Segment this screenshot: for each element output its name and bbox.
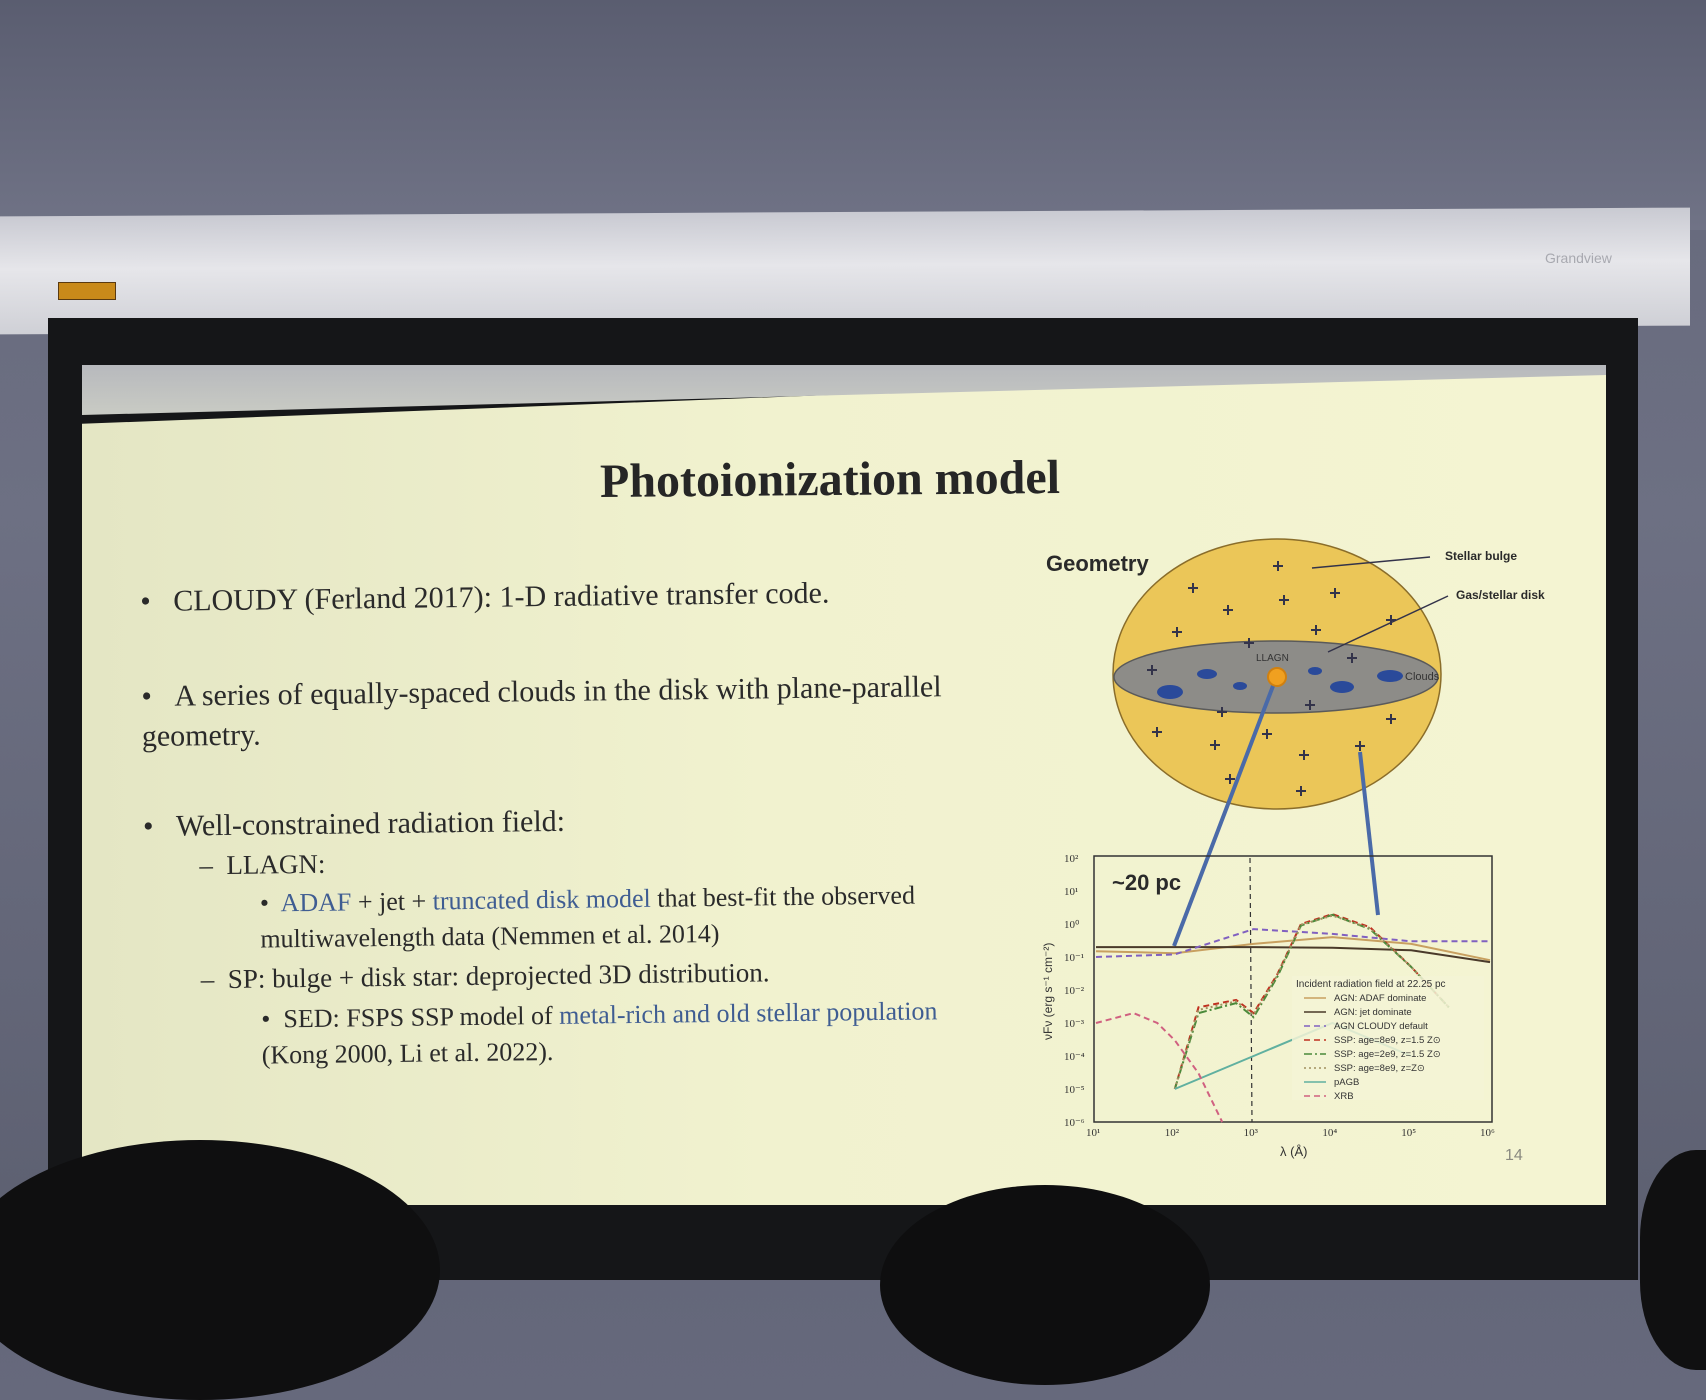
bullet-dot-icon: •: [141, 679, 153, 713]
sub-dot-icon: •: [261, 1004, 271, 1034]
legend-entry: AGN: jet dominate: [1334, 1007, 1412, 1018]
sed-post: (Kong 2000, Li et al. 2022).: [261, 1036, 554, 1070]
legend-entry: AGN: ADAF dominate: [1334, 993, 1427, 1004]
sub-bullet-llagn: – LLAGN:: [199, 848, 326, 881]
legend-entry: SSP: age=8e9, z=1.5 Z⊙: [1334, 1035, 1441, 1046]
stellar-population-highlight: metal-rich and old stellar population: [558, 996, 938, 1030]
clouds-label: Clouds: [1405, 671, 1440, 683]
sub-bullet-sp: – SP: bulge + disk star: deprojected 3D distribution.: [200, 957, 770, 995]
bullet-radiation-text: Well-constrained radiation field:: [175, 804, 566, 843]
y-tick-label: 10⁻²: [1064, 985, 1085, 997]
bullet-dot-icon: •: [140, 584, 151, 618]
scale-label: ~20 pc: [1112, 870, 1182, 895]
legend-entry: pAGB: [1334, 1077, 1360, 1088]
llagn-detail-rest: that best-fit the observed multiwavelength data (Nemmen et al. 2014): [260, 880, 916, 954]
x-tick-label: 10⁶: [1480, 1127, 1495, 1139]
y-tick-label: 10⁻³: [1064, 1018, 1085, 1030]
geometry-label: Geometry: [1046, 551, 1149, 576]
audience-head: [880, 1185, 1210, 1385]
sub-dot-icon: •: [259, 888, 270, 918]
y-tick-label: 10⁻¹: [1064, 952, 1085, 964]
x-axis-label: λ (Å): [1280, 1144, 1308, 1159]
y-axis-label: νFν (erg s⁻¹ cm⁻²): [1041, 942, 1055, 1040]
x-tick-label: 10³: [1243, 1127, 1258, 1139]
legend: [1292, 976, 1484, 1102]
x-tick-label: 10⁴: [1322, 1127, 1338, 1139]
series-line: [1096, 1013, 1222, 1122]
x-tick-label: 10⁵: [1401, 1127, 1417, 1139]
y-tick-label: 10⁰: [1064, 919, 1080, 931]
truncated-disk-highlight: truncated disk model: [432, 883, 651, 916]
stellar-bulge-label: Stellar bulge: [1445, 549, 1518, 563]
sp-label: SP: bulge + disk star: deprojected 3D distribution.: [227, 957, 770, 994]
legend-entry: SSP: age=2e9, z=1.5 Z⊙: [1334, 1049, 1441, 1060]
y-tick-label: 10⁻⁵: [1064, 1084, 1085, 1096]
legend-title: Incident radiation field at 22.25 pc: [1296, 979, 1446, 990]
x-tick-label: 10²: [1164, 1127, 1180, 1139]
y-tick-label: 10²: [1064, 853, 1079, 865]
y-tick-label: 10¹: [1064, 886, 1079, 898]
y-tick-label: 10⁻⁶: [1064, 1117, 1085, 1129]
legend-entry: AGN CLOUDY default: [1334, 1021, 1428, 1032]
llagn-label: LLAGN: [1256, 653, 1289, 664]
sed-pre: SED: FSPS SSP model of: [283, 1000, 560, 1034]
llagn-plus-jet: + jet +: [351, 886, 433, 917]
series-line: [1096, 947, 1490, 962]
adaf-highlight: ADAF: [280, 887, 352, 918]
screen-brand: Grandview: [1545, 250, 1612, 266]
slide-number: 14: [1505, 1147, 1523, 1164]
bullet-dot-icon: •: [142, 809, 154, 843]
x-tick-label: 10¹: [1086, 1127, 1101, 1139]
legend-entry: SSP: age=8e9, z=Z⊙: [1334, 1063, 1425, 1074]
llagn-label: LLAGN:: [226, 848, 326, 880]
slide-title: Photoionization model: [599, 450, 1061, 509]
y-tick-label: 10⁻⁴: [1064, 1051, 1085, 1063]
bullet-cloudy-text: CLOUDY (Ferland 2017): 1-D radiative transfer code.: [172, 576, 830, 618]
scale-marker-line: [1250, 858, 1252, 1122]
gas-disk-label: Gas/stellar disk: [1456, 588, 1545, 602]
bullet-clouds-text: A series of equally-spaced clouds in the disk with plane-parallel geometry.: [141, 670, 942, 753]
legend-entry: XRB: [1334, 1091, 1354, 1102]
